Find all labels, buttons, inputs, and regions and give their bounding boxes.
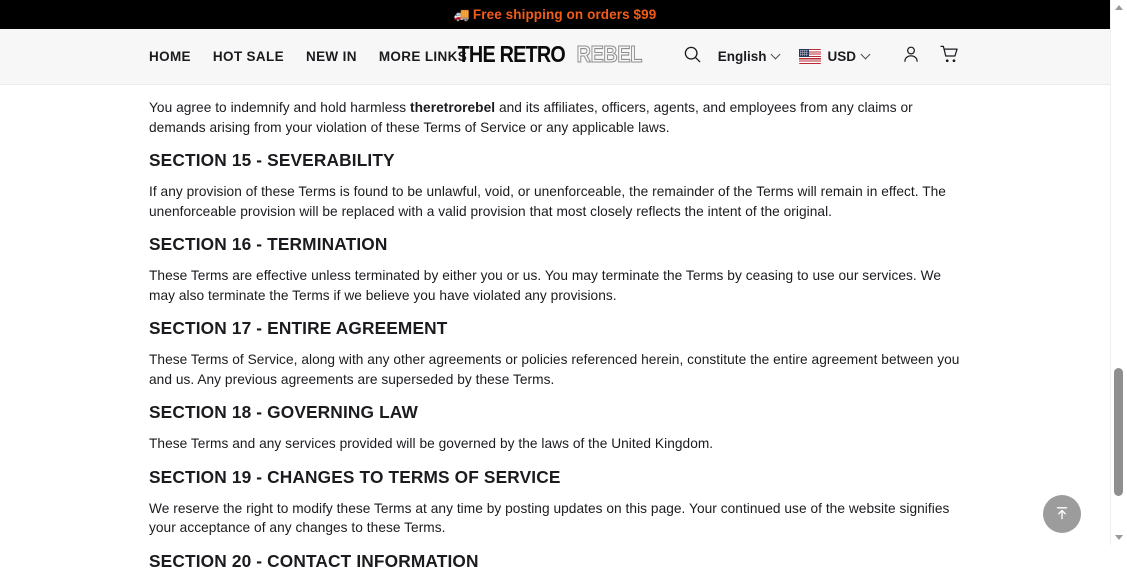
- section-16-heading: SECTION 16 - TERMINATION: [149, 234, 388, 254]
- indemnity-text-pre: You agree to indemnify and hold harmless: [149, 100, 411, 115]
- nav-item-home[interactable]: HOME: [149, 49, 191, 64]
- scrollbar-thumb[interactable]: [1114, 368, 1123, 496]
- section-17-heading: SECTION 17 - ENTIRE AGREEMENT: [149, 318, 448, 338]
- brand-name-bold: theretrorebel: [410, 100, 496, 115]
- section-15-heading: SECTION 15 - SEVERABILITY: [149, 150, 395, 170]
- chevron-down-icon: [772, 51, 781, 60]
- entire-agreement-paragraph: These Terms of Service, along with any other agreements or policies referenced herein, constitute the entire agreement between you and us. Any previous agreements are superseded by these Terms.: [149, 352, 960, 387]
- search-button[interactable]: [679, 41, 706, 73]
- scroll-down-arrow-icon[interactable]: [1111, 530, 1127, 545]
- language-selector[interactable]: [716, 45, 784, 68]
- logo-text-primary: THE RETRO: [457, 41, 565, 67]
- cart-icon: [939, 44, 960, 70]
- announcement-bar: [0, 0, 1110, 29]
- cart-button[interactable]: [935, 40, 964, 74]
- nav-item-new-in[interactable]: NEW IN: [305, 49, 357, 64]
- section-18-heading: SECTION 18 - GOVERNING LAW: [149, 402, 418, 422]
- account-button[interactable]: [897, 40, 925, 73]
- primary-navigation: [149, 49, 467, 64]
- search-icon: [683, 45, 702, 69]
- terms-of-service-content: [0, 85, 1110, 572]
- site-header: [0, 29, 1110, 85]
- indemnity-text-post: and its affiliates, officers, agents, and employees from any claims or demands arising from your violation of these Terms of Service or any applicable laws.: [149, 100, 913, 135]
- language-label: English: [717, 49, 767, 64]
- changes-paragraph: We reserve the right to modify these Terms at any time by posting updates on this page. Your continued use of the website signifies your acceptance of any changes to these Terms.: [149, 500, 950, 535]
- site-logo[interactable]: [458, 43, 653, 66]
- scroll-up-arrow-icon[interactable]: [1111, 0, 1127, 15]
- nav-item-more-links[interactable]: MORE LINKS: [378, 49, 468, 64]
- currency-label: USD: [827, 49, 856, 64]
- governing-law-paragraph: These Terms and any services provided will be governed by the laws of the United Kingdom.: [149, 436, 714, 451]
- logo-text-secondary: REBEL: [576, 41, 642, 67]
- section-19-heading: SECTION 19 - CHANGES TO TERMS OF SERVICE: [149, 466, 561, 487]
- chevron-down-icon: [862, 51, 871, 60]
- announcement-message: [454, 8, 657, 22]
- section-20-heading: SECTION 20 - CONTACT INFORMATION: [149, 550, 479, 571]
- page-scrollbar[interactable]: [1110, 0, 1126, 545]
- nav-item-hot-sale[interactable]: HOT SALE: [212, 49, 284, 64]
- arrow-up-to-line-icon: [1053, 504, 1071, 525]
- severability-paragraph: If any provision of these Terms is found to be unlawful, void, or unenforceable, the remainder of the Terms will remain in effect. The unenforceable provision will be replaced with a valid provision that most closely reflects the intent of the original.: [149, 184, 946, 219]
- indemnity-paragraph: [149, 98, 964, 137]
- scroll-to-top-button[interactable]: [1043, 495, 1081, 533]
- truck-emoji-icon: 🚚: [453, 6, 470, 22]
- header-utilities: [679, 40, 964, 74]
- us-flag-icon: [799, 49, 821, 64]
- termination-paragraph: These Terms are effective unless terminated by either you or us. You may terminate the Terms by ceasing to use our services. We may also terminate the Terms if we believe you have violated any provisions.: [149, 268, 941, 303]
- account-icon: [901, 44, 921, 69]
- announcement-label: Free shipping on orders $99: [472, 6, 657, 22]
- currency-selector[interactable]: [797, 45, 873, 68]
